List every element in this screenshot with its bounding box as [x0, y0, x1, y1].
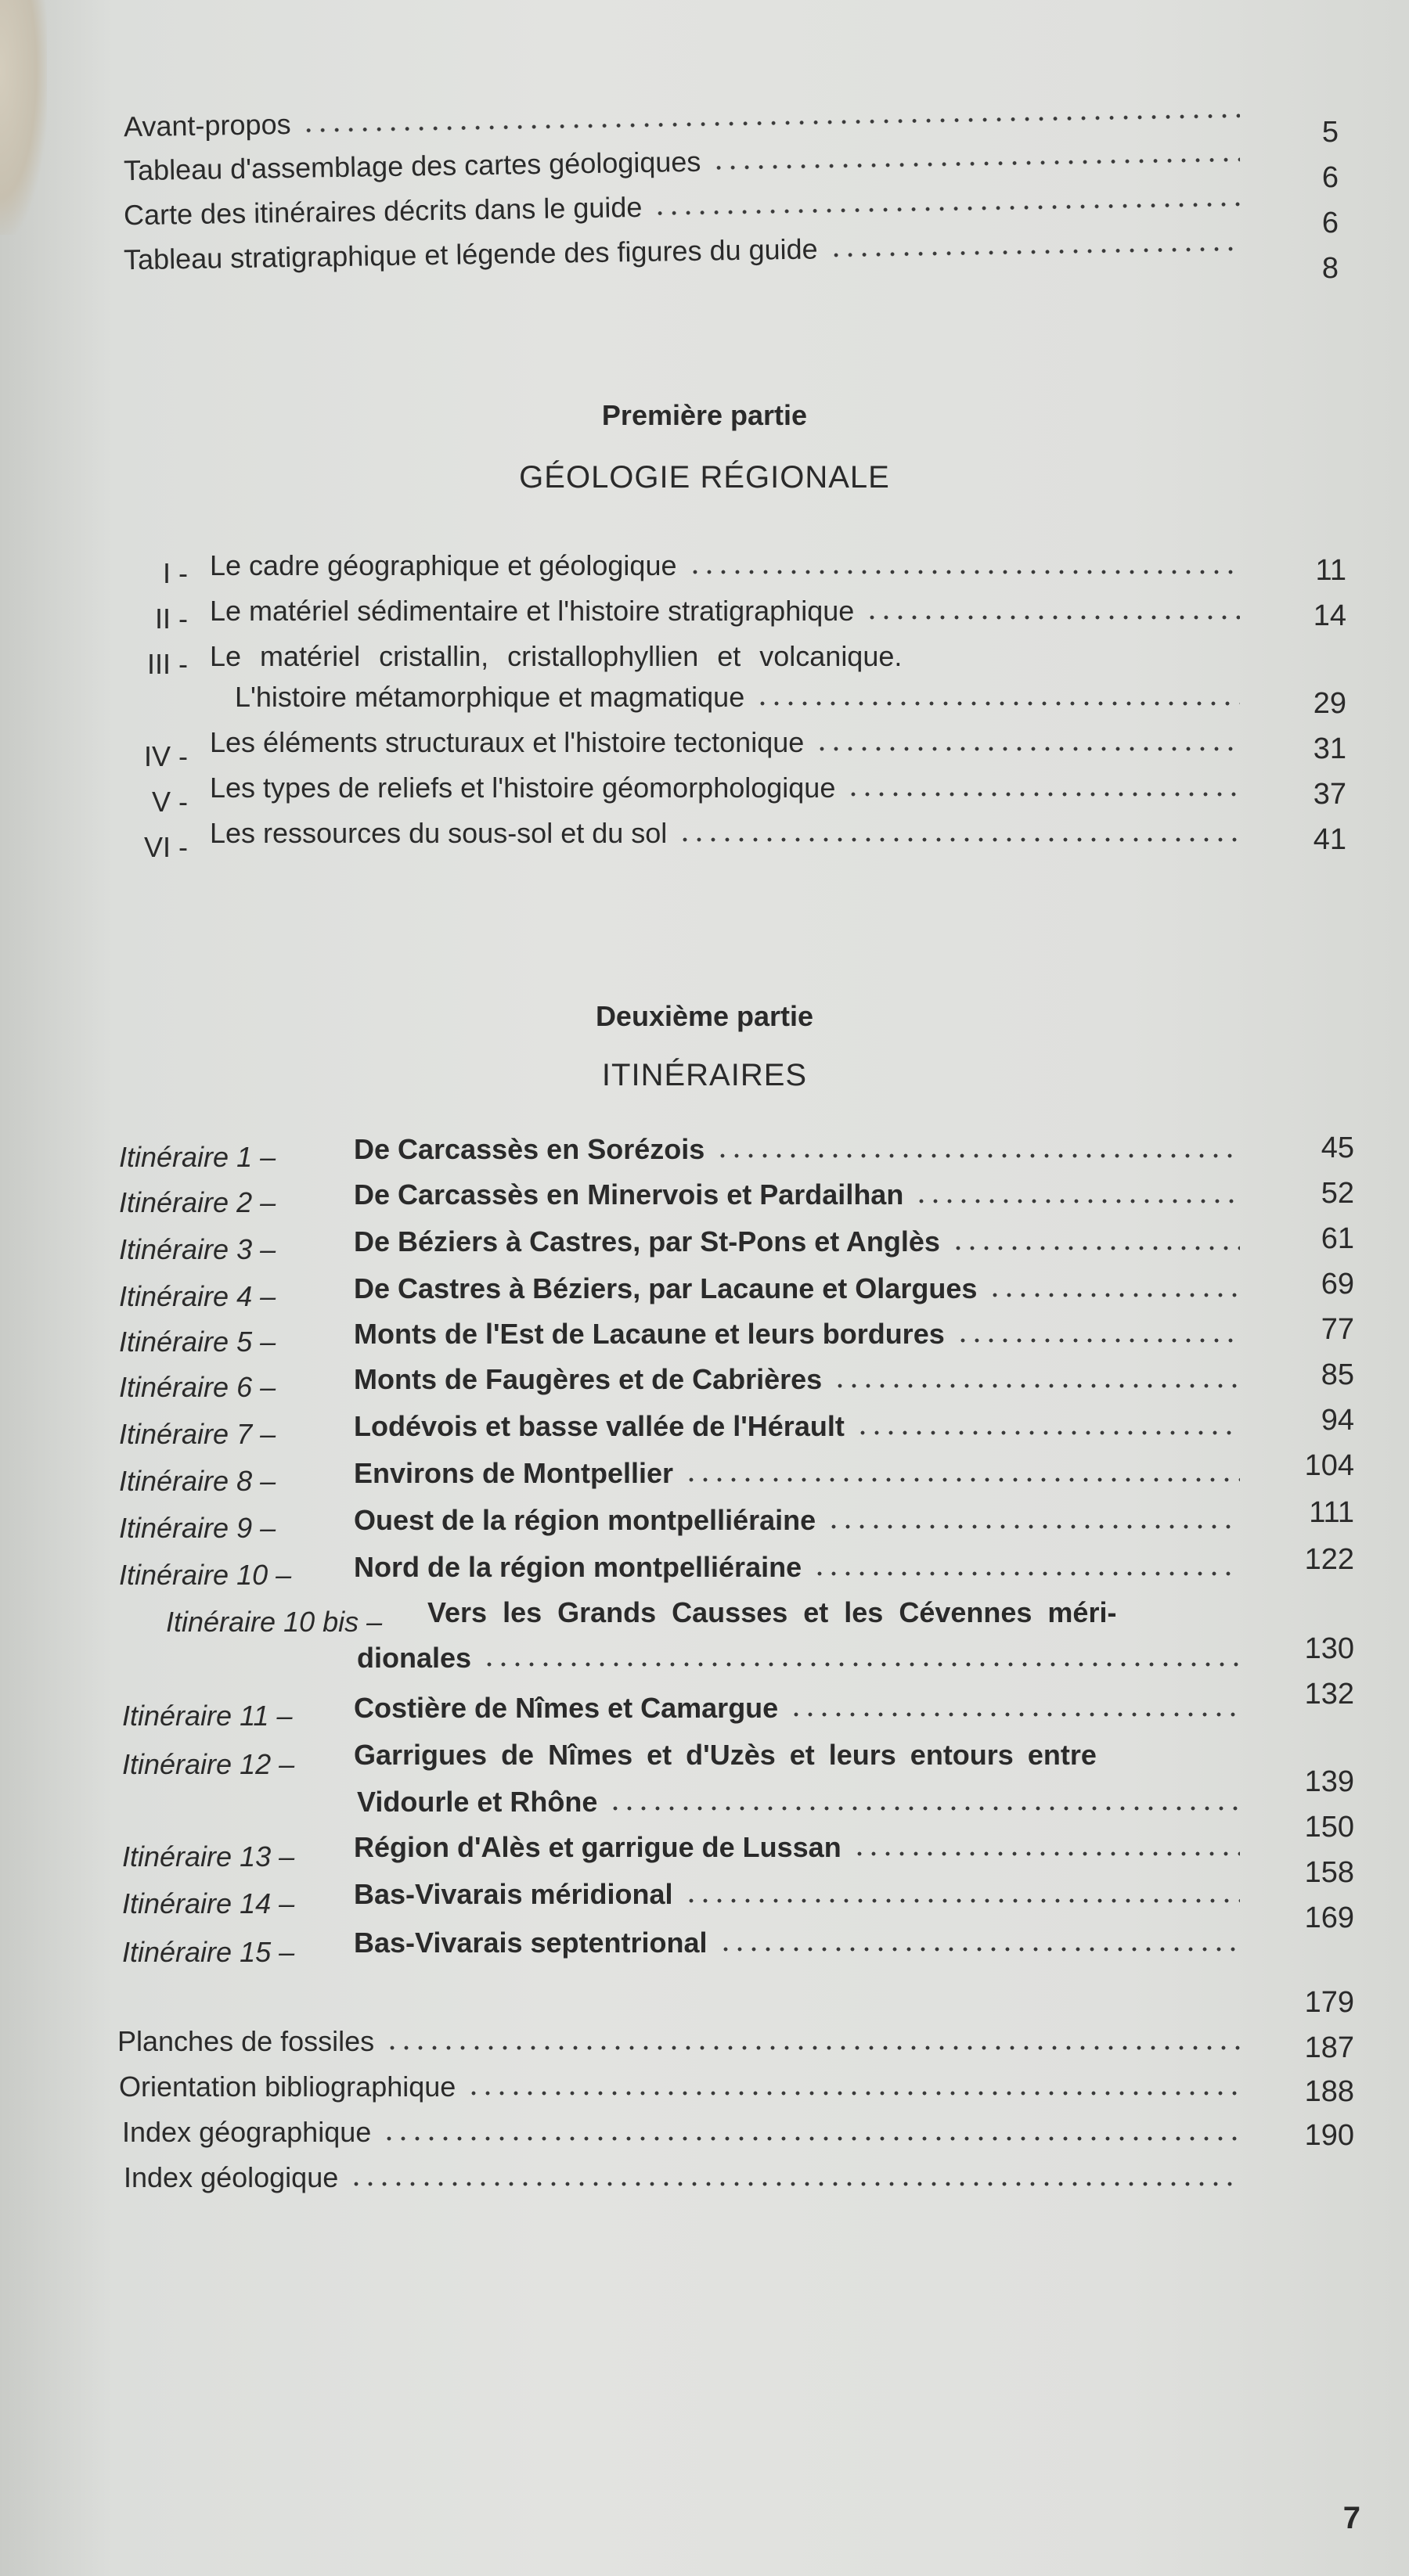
toc-entry-page: 187: [1304, 2031, 1354, 2064]
toc-entry: [235, 681, 1251, 714]
leader-dots: [467, 2089, 1240, 2097]
leader-dots: [653, 200, 1240, 218]
toc-entry-page: 45: [1321, 1131, 1354, 1164]
leader-dots: [833, 1382, 1240, 1390]
toc-entry-title: Le matériel sédimentaire et l'histoire stratigraphique: [210, 595, 855, 627]
toc-entry: [354, 1504, 1251, 1537]
toc-entry-page: 61: [1321, 1222, 1354, 1255]
toc-entry: [210, 817, 1251, 850]
toc-entry-title: Les éléments structuraux et l'histoire tectonique: [210, 726, 805, 758]
chapter-number: IV -: [143, 740, 188, 772]
leader-dots: [712, 156, 1240, 172]
toc-entry-title: Avant-propos: [123, 107, 291, 143]
itinerary-title: Environs de Montpellier: [354, 1457, 674, 1489]
itinerary-label: Itinéraire 3 –: [119, 1233, 276, 1265]
toc-entry-title: Tableau stratigraphique et légende des figures du guide: [123, 232, 818, 276]
part-title: ITINÉRAIRES: [601, 1058, 808, 1092]
toc-entry-page: 94: [1321, 1404, 1354, 1437]
toc-entry-title: Carte des itinéraires décrits dans le guide: [123, 190, 643, 232]
toc-entry: [119, 2071, 1251, 2103]
toc-entry: [124, 93, 1251, 144]
toc-entry-page: 6: [1321, 161, 1339, 194]
itinerary-title: Monts de Faugères et de Cabrières: [354, 1363, 823, 1395]
leader-dots: [846, 790, 1240, 798]
toc-entry: [210, 549, 1251, 582]
leader-dots: [829, 245, 1240, 259]
part-label: Deuxième partie: [595, 1000, 814, 1032]
chapter-number: III -: [147, 648, 188, 680]
toc-entry: [354, 1878, 1251, 1911]
toc-entry: [122, 2116, 1251, 2149]
toc-entry: [354, 1551, 1251, 1584]
toc-entry-page: 190: [1304, 2119, 1354, 2152]
page-corner-shadow: [0, 0, 47, 235]
itinerary-title: De Carcassès en Sorézois: [354, 1133, 705, 1165]
leader-dots: [865, 613, 1240, 621]
leader-dots: [382, 2135, 1240, 2142]
toc-entry-page: 158: [1304, 1856, 1354, 1889]
itinerary-label: Itinéraire 14 –: [122, 1887, 295, 1919]
toc-entry-title: Index géologique: [124, 2161, 339, 2193]
toc-entry-page: 169: [1304, 1901, 1354, 1934]
toc-entry-page: 111: [1309, 1496, 1354, 1529]
itinerary-label: Itinéraire 2 –: [119, 1186, 276, 1218]
toc-entry-title: Orientation bibliographique: [119, 2071, 456, 2103]
itinerary-label: Itinéraire 4 –: [119, 1280, 276, 1312]
leader-dots: [608, 1804, 1240, 1812]
leader-dots: [852, 1850, 1240, 1858]
toc-entry-page: 150: [1304, 1811, 1354, 1844]
page-number: 7: [1342, 2501, 1360, 2535]
toc-entry: [354, 1831, 1251, 1864]
itinerary-label: Itinéraire 9 –: [119, 1512, 276, 1544]
itinerary-label: Itinéraire 15 –: [122, 1936, 295, 1968]
itinerary-title: De Carcassès en Minervois et Pardailhan: [354, 1178, 904, 1211]
itinerary-title: Garrigues de Nîmes et d'Uzès et leurs entours entre: [354, 1739, 1097, 1771]
toc-entry-page: 14: [1313, 599, 1346, 632]
toc-entry-title: Le matériel cristallin, cristallophyllien et volcanique.: [210, 640, 903, 672]
toc-entry: [354, 1225, 1251, 1258]
itinerary-label: Itinéraire 1 –: [119, 1141, 276, 1173]
toc-entry-page: 69: [1321, 1268, 1354, 1301]
leader-dots: [349, 2180, 1240, 2188]
toc-entry-page: 139: [1304, 1765, 1354, 1798]
toc-entry: [124, 2161, 1251, 2194]
toc-entry-page: 122: [1304, 1543, 1354, 1576]
itinerary-title: Région d'Alès et garrigue de Lussan: [354, 1831, 841, 1863]
chapter-number: VI -: [143, 831, 188, 863]
leader-dots: [813, 1570, 1240, 1578]
part-title: GÉOLOGIE RÉGIONALE: [519, 460, 890, 495]
toc-entry-page: 77: [1321, 1313, 1354, 1346]
toc-entry: [354, 1927, 1251, 1959]
toc-entry-page: 52: [1321, 1177, 1354, 1210]
itinerary-title: Bas-Vivarais septentrional: [354, 1927, 708, 1959]
toc-entry: [210, 772, 1251, 804]
leader-dots: [988, 1291, 1240, 1299]
leader-dots: [302, 112, 1241, 135]
itinerary-title: Vers les Grands Causses et les Cévennes méri-: [427, 1596, 1117, 1628]
itinerary-label: Itinéraire 7 –: [119, 1418, 276, 1450]
toc-entry-title: Les types de reliefs et l'histoire géomorphologique: [210, 772, 836, 804]
itinerary-label: Itinéraire 6 –: [119, 1371, 276, 1403]
itinerary-title: Costière de Nîmes et Camargue: [354, 1692, 779, 1724]
toc-entry-page: 85: [1321, 1358, 1354, 1391]
leader-dots: [856, 1429, 1240, 1437]
toc-entry-page: 41: [1313, 823, 1346, 856]
leader-dots: [719, 1945, 1240, 1953]
toc-entry-page: 179: [1304, 1986, 1354, 2019]
leader-dots: [789, 1711, 1240, 1718]
itinerary-label: Itinéraire 8 –: [119, 1465, 276, 1497]
leader-dots: [684, 1476, 1240, 1484]
toc-entry-title-continued: L'histoire métamorphique et magmatique: [235, 681, 745, 713]
toc-entry-page: 31: [1313, 732, 1346, 765]
itinerary-label: Itinéraire 10 –: [119, 1559, 292, 1591]
itinerary-title: Nord de la région montpelliéraine: [354, 1551, 802, 1583]
leader-dots: [678, 836, 1240, 844]
toc-entry: [124, 182, 1251, 232]
toc-entry-page: 130: [1304, 1632, 1354, 1665]
toc-entry: [210, 640, 1251, 673]
toc-entry: [354, 1739, 1251, 1772]
leader-dots: [755, 700, 1240, 707]
leader-dots: [385, 2044, 1240, 2052]
toc-entry: [117, 2025, 1251, 2058]
itinerary-title-continued: dionales: [357, 1642, 472, 1674]
chapter-number: II -: [155, 603, 188, 635]
itinerary-title: De Béziers à Castres, par St-Pons et Anglès: [354, 1225, 940, 1257]
toc-entry-title: Le cadre géographique et géologique: [210, 549, 677, 581]
toc-entry-title: Les ressources du sous-sol et du sol: [210, 817, 668, 849]
toc-entry: [354, 1133, 1251, 1166]
itinerary-title: Ouest de la région montpelliéraine: [354, 1504, 816, 1536]
itinerary-title: Monts de l'Est de Lacaune et leurs bordures: [354, 1318, 945, 1350]
toc-entry-title: Planches de fossiles: [117, 2025, 375, 2057]
toc-entry-page: 6: [1321, 207, 1339, 239]
leader-dots: [688, 568, 1241, 576]
toc-entry-page: 8: [1321, 252, 1339, 285]
toc-entry-page: 37: [1313, 778, 1346, 811]
itinerary-label: Itinéraire 10 bis –: [166, 1606, 383, 1638]
itinerary-title: De Castres à Béziers, par Lacaune et Olargues: [354, 1272, 978, 1304]
itinerary-label: Itinéraire 12 –: [122, 1748, 295, 1780]
toc-entry-page: 188: [1304, 2075, 1354, 2108]
toc-entry-page: 5: [1321, 116, 1339, 149]
leader-dots: [827, 1523, 1240, 1531]
toc-entry: [357, 1786, 1251, 1819]
itinerary-label: Itinéraire 5 –: [119, 1326, 276, 1358]
leader-dots: [951, 1244, 1240, 1252]
toc-entry-title: Tableau d'assemblage des cartes géologiques: [123, 145, 701, 187]
toc-entry: [210, 595, 1251, 628]
toc-entry-page: 29: [1313, 687, 1346, 720]
itinerary-label: Itinéraire 11 –: [122, 1700, 293, 1732]
toc-entry: [357, 1642, 1251, 1675]
itinerary-title: Bas-Vivarais méridional: [354, 1878, 673, 1910]
itinerary-label: Itinéraire 13 –: [122, 1840, 295, 1873]
leader-dots: [815, 745, 1240, 753]
chapter-number: I -: [163, 557, 188, 589]
toc-entry-page: 132: [1304, 1678, 1354, 1711]
part-label: Première partie: [601, 399, 808, 431]
toc-entry-title: Index géographique: [122, 2116, 372, 2148]
leader-dots: [914, 1197, 1240, 1205]
toc-entry: [354, 1272, 1251, 1305]
toc-entry: [354, 1410, 1251, 1443]
toc-entry: [354, 1318, 1251, 1351]
toc-entry: [354, 1363, 1251, 1396]
toc-entry-page: 11: [1315, 554, 1346, 587]
toc-entry: [354, 1457, 1251, 1490]
chapter-number: V -: [151, 786, 188, 818]
itinerary-title-continued: Vidourle et Rhône: [357, 1786, 598, 1818]
leader-dots: [956, 1337, 1240, 1344]
toc-entry: [354, 1692, 1251, 1725]
leader-dots: [715, 1152, 1240, 1160]
toc-entry: [210, 726, 1251, 759]
toc-entry: [124, 137, 1251, 188]
toc-entry: [124, 226, 1251, 277]
toc-entry: [427, 1596, 1251, 1629]
itinerary-title: Lodévois et basse vallée de l'Hérault: [354, 1410, 845, 1442]
toc-entry-page: 104: [1304, 1449, 1354, 1482]
leader-dots: [684, 1897, 1240, 1905]
toc-entry: [354, 1178, 1251, 1211]
leader-dots: [482, 1660, 1240, 1668]
